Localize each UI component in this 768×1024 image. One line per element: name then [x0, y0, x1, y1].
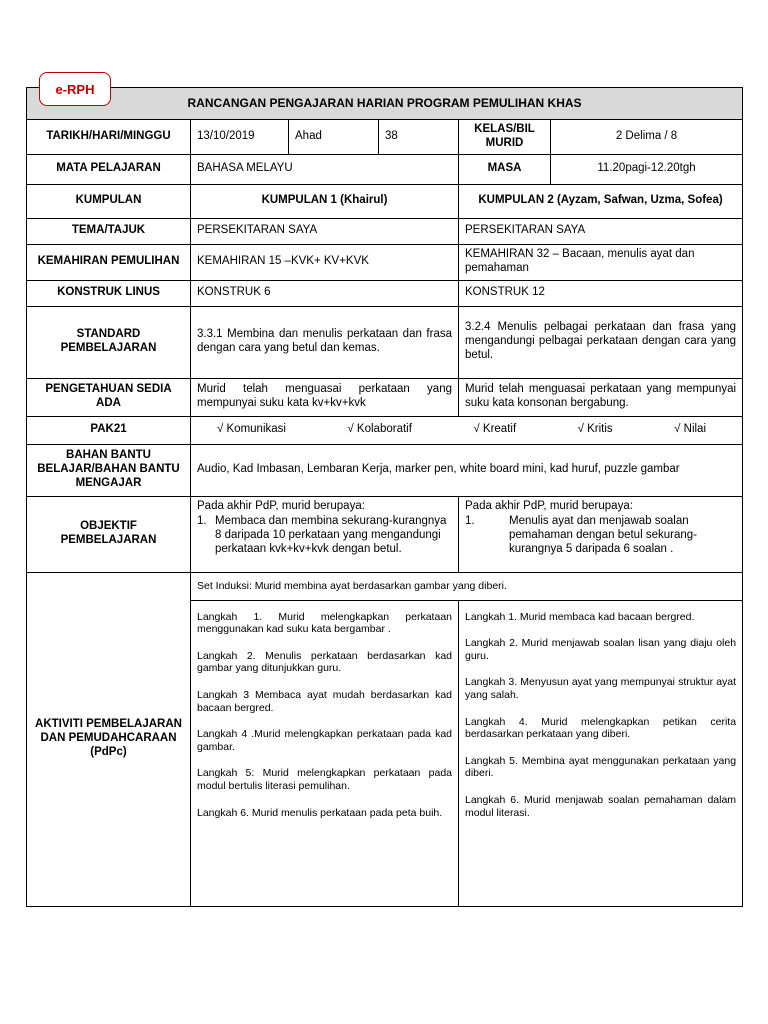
k2-step: Langkah 5. Membina ayat menggunakan perkataan yang diberi.: [465, 754, 737, 780]
aktiviti-k1: [191, 600, 459, 906]
k1-step: Langkah 2. Menulis perkataan berdasarkan kad gambar yang ditunjukkan guru.: [197, 649, 452, 675]
objektif-k2-item: Menulis ayat dan menjawab soalan pemahaman dengan betul sekurang-kurangnya 5 daripada 6 soalan .: [509, 515, 697, 555]
konstruk-label: KONSTRUK LINUS: [27, 280, 191, 306]
k1-step: Langkah 4 .Murid melengkapkan perkataan pada kad gambar.: [197, 728, 452, 753]
standard-k2: 3.2.4 Menulis pelbagai perkataan dan frasa yang mengandungi pelbagai perkataan dengan cara yang betul.: [459, 306, 743, 378]
tema-label: TEMA/TAJUK: [27, 218, 191, 244]
k1-step: Langkah 1. Murid melengkapkan perkataan menggunakan kad suku kata bergambar .: [197, 610, 452, 636]
pak21-label: PAK21: [27, 416, 191, 444]
tema-k2: PERSEKITARAN SAYA: [459, 218, 743, 244]
kelas-value: 2 Delima / 8: [551, 120, 743, 155]
pak21-item: √ Nilai: [674, 423, 707, 436]
standard-k1: 3.3.1 Membina dan menulis perkataan dan frasa dengan cara yang betul dan kemas.: [191, 306, 459, 378]
pak21-item: √ Kritis: [577, 423, 613, 436]
objektif-k1: [191, 496, 459, 572]
kelas-label: KELAS/BIL MURID: [459, 120, 551, 155]
set-induksi: Set Induksi: Murid membina ayat berdasarkan gambar yang diberi.: [191, 572, 743, 600]
konstruk-k2: KONSTRUK 12: [459, 280, 743, 306]
pengetahuan-k1: Murid telah menguasai perkataan yang mempunyai suku kata kv+kv+kvk: [191, 378, 459, 416]
week-value: 38: [379, 120, 459, 155]
standard-label: STANDARD PEMBELAJARAN: [27, 306, 191, 378]
k1-step: Langkah 3 Membaca ayat mudah berdasarkan kad bacaan bergred.: [197, 688, 452, 714]
day-value: Ahad: [289, 120, 379, 155]
k2-step: Langkah 4. Murid melengkapkan petikan cerita berdasarkan perkataan yang diberi.: [465, 715, 737, 741]
mata-pelajaran-label: MATA PELAJARAN: [27, 154, 191, 184]
pak21-item: √ Kreatif: [473, 423, 517, 436]
k2-step: Langkah 3. Menyusun ayat yang mempunyai struktur ayat yang salah.: [465, 676, 737, 701]
lesson-plan-table: [26, 87, 743, 907]
objektif-k2: [459, 496, 743, 572]
objektif-k1-intro: Pada akhir PdP, murid berupaya:: [197, 499, 365, 512]
kemahiran-k2: KEMAHIRAN 32 – Bacaan, menulis ayat dan pemahaman: [459, 244, 743, 280]
plan-title: RANCANGAN PENGAJARAN HARIAN PROGRAM PEMULIHAN KHAS: [27, 88, 743, 120]
pak21-item: √ Kolaboratif: [347, 423, 412, 436]
date-value: 13/10/2019: [191, 120, 289, 155]
pengetahuan-label: PENGETAHUAN SEDIA ADA: [27, 378, 191, 416]
pengetahuan-k2: Murid telah menguasai perkataan yang mempunyai suku kata konsonan bergabung.: [459, 378, 743, 416]
konstruk-k1: KONSTRUK 6: [191, 280, 459, 306]
k2-step: Langkah 6. Murid menjawab soalan pemahaman dalam modul literasi.: [465, 793, 737, 819]
objektif-k1-item: Membaca dan membina sekurang-kurangnya 8 daripada 10 perkataan yang mengandungi perkataan kvk+kv+kvk dengan betul.: [215, 515, 447, 555]
kumpulan-2: KUMPULAN 2 (Ayzam, Safwan, Uzma, Sofea): [459, 184, 743, 218]
masa-label: MASA: [459, 154, 551, 184]
kumpulan-1: KUMPULAN 1 (Khairul): [191, 184, 459, 218]
k2-step: Langkah 1. Murid membaca kad bacaan bergred.: [465, 610, 695, 623]
mata-pelajaran-value: BAHASA MELAYU: [191, 154, 459, 184]
objektif-k1-number: 1.: [197, 515, 207, 528]
kemahiran-label: KEMAHIRAN PEMULIHAN: [27, 244, 191, 280]
pak21-item: √ Komunikasi: [217, 423, 286, 436]
masa-value: 11.20pagi-12.20tgh: [551, 154, 743, 184]
pak21-items: [191, 416, 743, 444]
k1-step: Langkah 5: Murid melengkapkan perkataan pada modul bertulis literasi pemulihan.: [197, 767, 452, 792]
tema-k1: PERSEKITARAN SAYA: [191, 218, 459, 244]
objektif-k2-intro: Pada akhir PdP, murid berupaya:: [465, 499, 633, 512]
objektif-label: OBJEKTIF PEMBELAJARAN: [27, 496, 191, 572]
bahan-label: BAHAN BANTU BELAJAR/BAHAN BANTU MENGAJAR: [27, 444, 191, 496]
erph-badge: e-RPH: [39, 72, 111, 106]
tarikh-label: TARIKH/HARI/MINGGU: [27, 120, 191, 155]
k1-step: Langkah 6. Murid menulis perkataan pada peta buih.: [197, 806, 443, 819]
kumpulan-label: KUMPULAN: [27, 184, 191, 218]
kemahiran-k1: KEMAHIRAN 15 –KVK+ KV+KVK: [191, 244, 459, 280]
aktiviti-k2: [459, 600, 743, 906]
objektif-k2-number: 1.: [465, 515, 475, 528]
aktiviti-label: AKTIVITI PEMBELAJARAN DAN PEMUDAHCARAAN (PdPc): [27, 572, 191, 906]
k2-step: Langkah 2. Murid menjawab soalan lisan yang diaju oleh guru.: [465, 637, 737, 662]
bahan-value: Audio, Kad Imbasan, Lembaran Kerja, marker pen, white board mini, kad huruf, puzzle gambar: [191, 444, 743, 496]
